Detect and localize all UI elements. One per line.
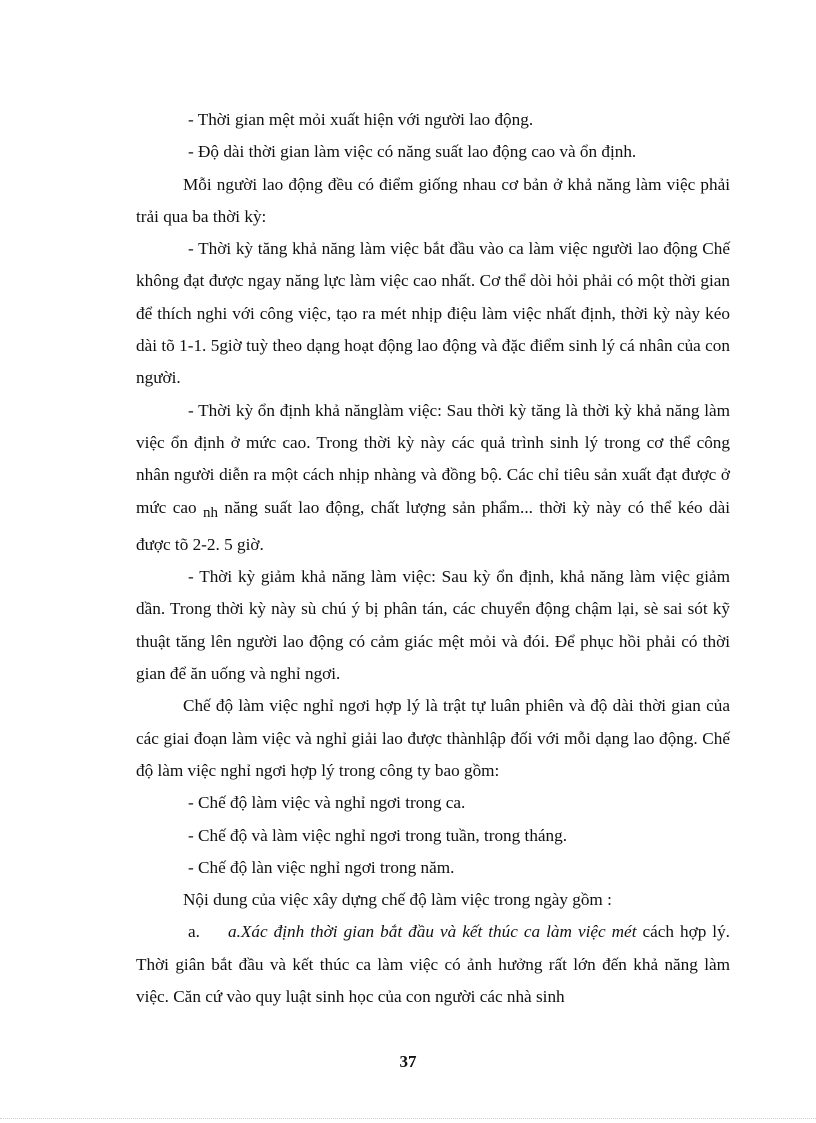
paragraph-daily-content-intro — [136, 884, 730, 916]
paragraph-shift-regime — [136, 787, 730, 819]
paragraph-text: Mỗi người lao động đều có điểm giống nhau cơ bản ở khả năng làm việc phải trải qua ba thời kỳ: — [136, 174, 730, 226]
paragraph-text: Chế độ làm việc nghỉ ngơi hợp lý là trật tự luân phiên và độ dài thời gian của các giai đoạn làm việc và nghỉ giải lao được thànhlập đối với mỗi dạng lao động. Chế độ làm việc nghỉ ngơi hợp lý trong công ty bao gồm: — [136, 696, 730, 780]
list-item-a — [136, 916, 730, 1013]
page-number: 37 — [399, 1052, 417, 1071]
paragraph-text: - Thời kỳ tăng khả năng làm việc bắt đầu vào ca làm việc người lao động Chế không đạt được ngay năng lực làm việc cao nhất. Cơ thể dòi hỏi phải có một thời gian để thích nghi với công việc, tạo ra mét nhịp điệu làm việc nhất định, thời kỳ này kéo dài tõ 1-1. 5giờ tuỳ theo dạng hoạt động lao động và đặc điểm sinh lý cá nhân của con người. — [136, 239, 730, 388]
paragraph-increasing-period — [136, 233, 730, 394]
paragraph-text: - Chế độ và làm việc nghỉ ngơi trong tuần, trong tháng. — [188, 825, 568, 845]
list-item-italic-heading: a.Xác định thời gian bắt đầu và kết thúc ca làm việc mét — [228, 922, 637, 942]
paragraph-three-periods-intro — [136, 169, 730, 234]
paragraph-rest-regime — [136, 690, 730, 787]
paragraph-text: cách hợp lý. Thời giân bắt đầu và kết thúc ca làm việc có ảnh hưởng rất lớn đến khả năng làm việc. Căn cứ vào quy luật sinh học của con người các nhà sinh — [136, 922, 730, 1007]
paragraph-text: - Độ dài thời gian làm việc có năng suất lao động cao và ổn định. — [188, 142, 637, 162]
paragraph-yearly-regime — [136, 852, 730, 884]
paragraph-weekly-monthly-regime — [136, 820, 730, 852]
paragraph-text: Nội dung của việc xây dựng chế độ làm việc trong ngày gồm : — [183, 890, 612, 910]
paragraph-fatigue-time — [136, 104, 730, 136]
page-bottom-border — [0, 1118, 816, 1119]
paragraph-text: - Thời kỳ ổn định khả nănglàm việc: Sau thời kỳ tăng là thời kỳ khả năng làm việc ổn định ở mức cao. Trong thời kỳ này các quả trình sinh lý trong cơ thể công nhân người diễn ra một cách nhịp nhàng và đồng bộ. Các chỉ tiêu sản xuất đạt được ở mức cao — [136, 400, 730, 517]
paragraph-text: - Thời gian mệt mỏi xuất hiện với người lao động. — [188, 110, 534, 129]
paragraph-text-continued: năng suất lao động, chất lượng sản phẩm... thời kỳ này có thể kéo dài được tõ 2-2. 5 giờ. — [136, 497, 731, 554]
paragraph-text: - Chế độ làn việc nghỉ ngơi trong năm. — [188, 857, 455, 877]
paragraph-stable-period — [136, 395, 730, 561]
paragraph-text: - Chế độ làm việc và nghỉ ngơi trong ca. — [188, 793, 466, 813]
list-item-label: a. — [188, 922, 200, 942]
paragraph-decreasing-period — [136, 561, 730, 690]
paragraph-stable-duration — [136, 136, 730, 168]
paragraph-text: - Thời kỳ giảm khả năng làm việc: Sau kỳ ổn định, khả năng làm việc giảm dần. Trong thời kỳ này sù chú ý bị phân tán, các chuyển động chậm lại, sè sai sót kỹ thuật tăng lên người lao động có cảm giác mệt mỏi và đói. Để phục hồi phải có thời gian để ăn uống và nghỉ ngơi. — [136, 567, 730, 684]
body-text — [136, 104, 730, 1013]
subscript-fragment: nh — [202, 504, 218, 521]
